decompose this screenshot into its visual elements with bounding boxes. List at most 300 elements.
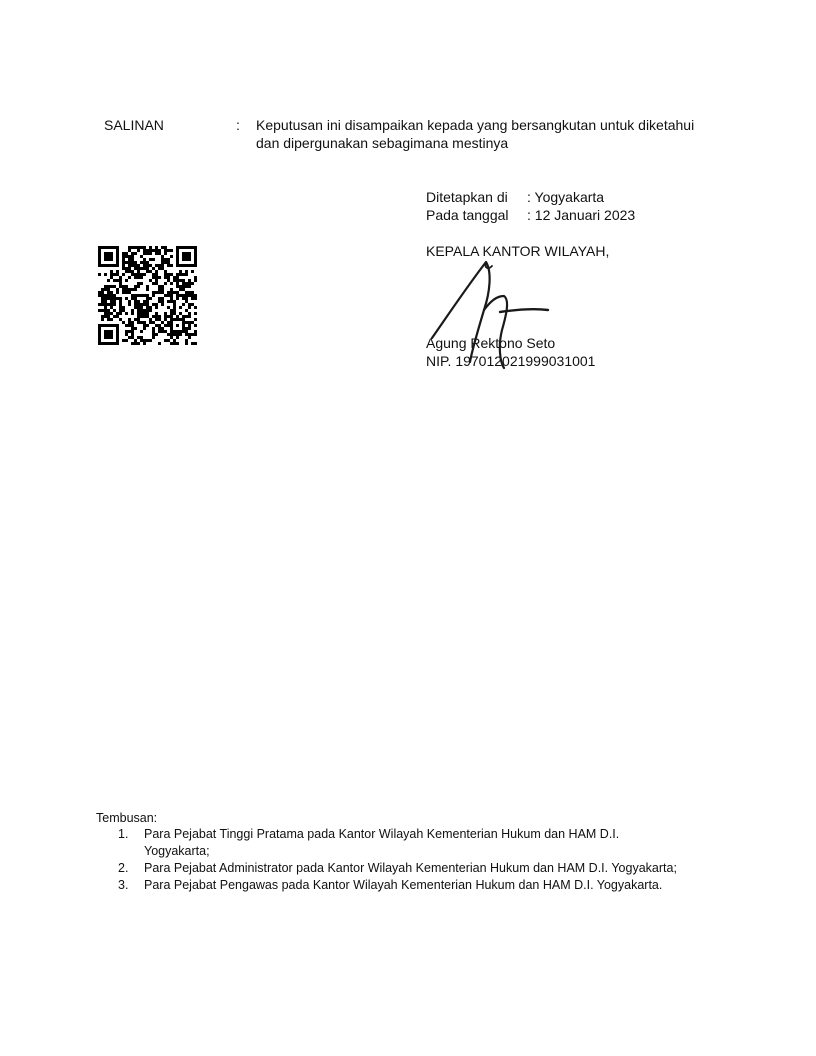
qr-module bbox=[188, 303, 191, 306]
qr-module bbox=[140, 267, 143, 270]
qr-module bbox=[134, 261, 137, 264]
qr-module bbox=[176, 264, 179, 267]
qr-module bbox=[131, 288, 134, 291]
qr-module bbox=[98, 291, 101, 294]
qr-module bbox=[170, 273, 173, 276]
qr-module bbox=[107, 342, 110, 345]
qr-module bbox=[170, 294, 173, 297]
qr-module bbox=[143, 267, 146, 270]
qr-module bbox=[158, 285, 161, 288]
qr-module bbox=[122, 339, 125, 342]
qr-module bbox=[140, 294, 143, 297]
qr-module bbox=[167, 273, 170, 276]
qr-module bbox=[155, 333, 158, 336]
qr-module bbox=[98, 324, 101, 327]
qr-module bbox=[164, 282, 167, 285]
qr-module bbox=[131, 297, 134, 300]
qr-module bbox=[170, 333, 173, 336]
qr-module bbox=[185, 297, 188, 300]
qr-module bbox=[131, 261, 134, 264]
qr-module bbox=[161, 246, 164, 249]
qr-module bbox=[182, 258, 185, 261]
qr-module bbox=[158, 267, 161, 270]
qr-module bbox=[113, 309, 116, 312]
qr-module bbox=[194, 246, 197, 249]
qr-module bbox=[161, 291, 164, 294]
qr-module bbox=[170, 264, 173, 267]
qr-module bbox=[155, 318, 158, 321]
qr-module bbox=[143, 303, 146, 306]
qr-module bbox=[194, 258, 197, 261]
qr-module bbox=[104, 258, 107, 261]
qr-module bbox=[185, 270, 188, 273]
qr-module bbox=[173, 303, 176, 306]
qr-module bbox=[185, 294, 188, 297]
qr-module bbox=[170, 288, 173, 291]
qr-module bbox=[185, 285, 188, 288]
qr-module bbox=[191, 291, 194, 294]
qr-module bbox=[155, 306, 158, 309]
qr-module bbox=[149, 258, 152, 261]
qr-module bbox=[98, 261, 101, 264]
qr-module bbox=[116, 249, 119, 252]
qr-module bbox=[107, 252, 110, 255]
qr-module bbox=[146, 249, 149, 252]
qr-module bbox=[116, 258, 119, 261]
qr-module bbox=[146, 261, 149, 264]
qr-module bbox=[98, 273, 101, 276]
qr-module bbox=[182, 321, 185, 324]
qr-module bbox=[179, 294, 182, 297]
qr-module bbox=[128, 276, 131, 279]
qr-module bbox=[149, 264, 152, 267]
qr-module bbox=[104, 312, 107, 315]
qr-module bbox=[194, 333, 197, 336]
qr-module bbox=[194, 279, 197, 282]
qr-module bbox=[116, 288, 119, 291]
qr-module bbox=[116, 327, 119, 330]
qr-module bbox=[158, 249, 161, 252]
qr-module bbox=[110, 330, 113, 333]
qr-module bbox=[176, 291, 179, 294]
qr-module bbox=[128, 324, 131, 327]
qr-module bbox=[161, 303, 164, 306]
qr-module bbox=[104, 315, 107, 318]
qr-module bbox=[191, 264, 194, 267]
qr-module bbox=[173, 318, 176, 321]
qr-module bbox=[173, 312, 176, 315]
qr-module bbox=[143, 339, 146, 342]
qr-module bbox=[161, 321, 164, 324]
qr-module bbox=[152, 321, 155, 324]
qr-module bbox=[185, 264, 188, 267]
qr-module bbox=[185, 282, 188, 285]
qr-module bbox=[152, 282, 155, 285]
qr-module bbox=[98, 255, 101, 258]
qr-module bbox=[146, 312, 149, 315]
qr-module bbox=[161, 267, 164, 270]
qr-module bbox=[176, 318, 179, 321]
qr-module bbox=[146, 339, 149, 342]
qr-module bbox=[137, 312, 140, 315]
qr-module bbox=[188, 285, 191, 288]
qr-module bbox=[188, 258, 191, 261]
qr-module bbox=[170, 291, 173, 294]
qr-module bbox=[188, 255, 191, 258]
qr-module bbox=[152, 291, 155, 294]
qr-module bbox=[125, 279, 128, 282]
qr-module bbox=[164, 330, 167, 333]
qr-module bbox=[140, 261, 143, 264]
qr-module bbox=[137, 336, 140, 339]
qr-module bbox=[194, 255, 197, 258]
qr-module bbox=[158, 297, 161, 300]
qr-module bbox=[134, 267, 137, 270]
qr-module bbox=[140, 246, 143, 249]
qr-module bbox=[149, 306, 152, 309]
qr-module bbox=[107, 279, 110, 282]
qr-module bbox=[110, 255, 113, 258]
qr-module bbox=[146, 324, 149, 327]
qr-module bbox=[122, 261, 125, 264]
qr-module bbox=[176, 279, 179, 282]
qr-module bbox=[176, 252, 179, 255]
qr-module bbox=[179, 285, 182, 288]
qr-module bbox=[158, 264, 161, 267]
salinan-colon: : bbox=[236, 117, 240, 133]
qr-module bbox=[146, 294, 149, 297]
qr-module bbox=[149, 246, 152, 249]
qr-module bbox=[152, 294, 155, 297]
qr-module bbox=[119, 297, 122, 300]
qr-module bbox=[179, 264, 182, 267]
qr-module bbox=[104, 306, 107, 309]
qr-module bbox=[143, 327, 146, 330]
qr-module bbox=[119, 318, 122, 321]
qr-module bbox=[137, 318, 140, 321]
qr-module bbox=[110, 270, 113, 273]
qr-module bbox=[107, 315, 110, 318]
qr-module bbox=[140, 276, 143, 279]
qr-module bbox=[104, 333, 107, 336]
place-value: : Yogyakarta bbox=[527, 189, 605, 205]
qr-module bbox=[182, 315, 185, 318]
qr-module bbox=[191, 246, 194, 249]
qr-module bbox=[152, 258, 155, 261]
qr-module bbox=[122, 255, 125, 258]
qr-module bbox=[131, 294, 134, 297]
qr-module bbox=[146, 309, 149, 312]
qr-module bbox=[185, 255, 188, 258]
qr-module bbox=[170, 324, 173, 327]
qr-module bbox=[125, 324, 128, 327]
qr-module bbox=[149, 297, 152, 300]
qr-module bbox=[107, 297, 110, 300]
qr-module bbox=[182, 294, 185, 297]
qr-module bbox=[179, 273, 182, 276]
qr-module bbox=[137, 264, 140, 267]
qr-module bbox=[113, 246, 116, 249]
qr-module bbox=[116, 261, 119, 264]
qr-module bbox=[140, 321, 143, 324]
qr-module bbox=[188, 252, 191, 255]
qr-module bbox=[173, 279, 176, 282]
qr-module bbox=[110, 273, 113, 276]
qr-module bbox=[176, 285, 179, 288]
qr-module bbox=[113, 285, 116, 288]
qr-module bbox=[131, 330, 134, 333]
qr-module bbox=[188, 327, 191, 330]
qr-module bbox=[116, 273, 119, 276]
qr-module bbox=[98, 342, 101, 345]
qr-module bbox=[101, 309, 104, 312]
qr-module bbox=[155, 312, 158, 315]
qr-module bbox=[161, 258, 164, 261]
qr-module bbox=[122, 306, 125, 309]
qr-module bbox=[146, 270, 149, 273]
qr-module bbox=[152, 315, 155, 318]
qr-module bbox=[143, 315, 146, 318]
qr-module bbox=[98, 264, 101, 267]
qr-module bbox=[122, 252, 125, 255]
qr-module bbox=[101, 264, 104, 267]
qr-module bbox=[170, 342, 173, 345]
qr-module bbox=[110, 300, 113, 303]
qr-module bbox=[101, 300, 104, 303]
signatory-nip: NIP. 197012021999031001 bbox=[426, 353, 596, 369]
qr-module bbox=[131, 321, 134, 324]
qr-module bbox=[185, 342, 188, 345]
qr-module bbox=[104, 342, 107, 345]
qr-module bbox=[152, 327, 155, 330]
qr-module bbox=[194, 324, 197, 327]
qr-module bbox=[116, 312, 119, 315]
qr-module bbox=[113, 294, 116, 297]
qr-module bbox=[113, 342, 116, 345]
qr-module bbox=[134, 297, 137, 300]
qr-module bbox=[140, 312, 143, 315]
qr-module bbox=[116, 339, 119, 342]
qr-module bbox=[185, 246, 188, 249]
qr-module bbox=[179, 333, 182, 336]
qr-module bbox=[107, 288, 110, 291]
qr-module bbox=[137, 315, 140, 318]
qr-module bbox=[128, 249, 131, 252]
qr-module bbox=[116, 336, 119, 339]
qr-module bbox=[110, 318, 113, 321]
salinan-label: SALINAN bbox=[104, 117, 164, 133]
qr-module bbox=[101, 294, 104, 297]
qr-module bbox=[188, 336, 191, 339]
qr-module bbox=[119, 309, 122, 312]
qr-module bbox=[110, 276, 113, 279]
qr-module bbox=[155, 315, 158, 318]
qr-module bbox=[143, 273, 146, 276]
qr-module bbox=[164, 312, 167, 315]
qr-module bbox=[137, 285, 140, 288]
qr-module bbox=[134, 339, 137, 342]
qr-module bbox=[134, 342, 137, 345]
qr-module bbox=[116, 297, 119, 300]
qr-module bbox=[164, 339, 167, 342]
qr-module bbox=[167, 279, 170, 282]
qr-module bbox=[182, 264, 185, 267]
qr-code-icon bbox=[98, 246, 197, 345]
tembusan-heading: Tembusan: bbox=[96, 811, 158, 825]
qr-module bbox=[113, 279, 116, 282]
qr-module bbox=[167, 258, 170, 261]
qr-module bbox=[122, 321, 125, 324]
qr-module bbox=[134, 318, 137, 321]
qr-module bbox=[107, 291, 110, 294]
qr-module bbox=[158, 318, 161, 321]
qr-module bbox=[101, 297, 104, 300]
qr-module bbox=[191, 282, 194, 285]
qr-module bbox=[128, 303, 131, 306]
date-value: : 12 Januari 2023 bbox=[527, 207, 636, 223]
qr-module bbox=[119, 282, 122, 285]
qr-module bbox=[134, 252, 137, 255]
qr-module bbox=[110, 303, 113, 306]
qr-module bbox=[155, 264, 158, 267]
qr-module bbox=[182, 282, 185, 285]
qr-module bbox=[185, 339, 188, 342]
qr-module bbox=[119, 312, 122, 315]
qr-module bbox=[170, 249, 173, 252]
qr-module bbox=[194, 312, 197, 315]
qr-module bbox=[179, 312, 182, 315]
qr-module bbox=[155, 324, 158, 327]
qr-module bbox=[158, 315, 161, 318]
qr-module bbox=[143, 294, 146, 297]
qr-module bbox=[146, 297, 149, 300]
qr-module bbox=[158, 330, 161, 333]
qr-module bbox=[128, 321, 131, 324]
qr-module bbox=[134, 264, 137, 267]
qr-module bbox=[185, 315, 188, 318]
qr-module bbox=[191, 270, 194, 273]
qr-module bbox=[149, 279, 152, 282]
qr-module bbox=[113, 300, 116, 303]
qr-module bbox=[188, 246, 191, 249]
tembusan-list bbox=[96, 826, 764, 894]
qr-module bbox=[137, 267, 140, 270]
qr-module bbox=[116, 291, 119, 294]
qr-module bbox=[185, 291, 188, 294]
qr-module bbox=[185, 252, 188, 255]
qr-module bbox=[152, 336, 155, 339]
qr-module bbox=[113, 315, 116, 318]
list-item bbox=[96, 860, 764, 877]
qr-module bbox=[128, 318, 131, 321]
qr-module bbox=[176, 297, 179, 300]
qr-module bbox=[185, 300, 188, 303]
qr-module bbox=[104, 264, 107, 267]
qr-module bbox=[98, 309, 101, 312]
qr-module bbox=[137, 342, 140, 345]
qr-module bbox=[140, 330, 143, 333]
qr-module bbox=[158, 288, 161, 291]
qr-module bbox=[107, 309, 110, 312]
qr-module bbox=[134, 300, 137, 303]
qr-module bbox=[155, 249, 158, 252]
qr-module bbox=[128, 336, 131, 339]
qr-module bbox=[146, 264, 149, 267]
qr-module bbox=[164, 294, 167, 297]
qr-module bbox=[125, 297, 128, 300]
qr-module bbox=[107, 294, 110, 297]
signatory-position: KEPALA KANTOR WILAYAH, bbox=[426, 243, 610, 259]
qr-module bbox=[98, 258, 101, 261]
qr-module bbox=[176, 255, 179, 258]
qr-module bbox=[122, 273, 125, 276]
qr-module bbox=[194, 294, 197, 297]
qr-module bbox=[161, 261, 164, 264]
qr-module bbox=[101, 318, 104, 321]
list-item bbox=[96, 877, 764, 894]
qr-module bbox=[146, 288, 149, 291]
qr-module bbox=[104, 303, 107, 306]
qr-module bbox=[110, 312, 113, 315]
qr-module bbox=[107, 312, 110, 315]
qr-module bbox=[176, 324, 179, 327]
qr-module bbox=[134, 273, 137, 276]
qr-module bbox=[140, 303, 143, 306]
qr-module bbox=[137, 303, 140, 306]
qr-module bbox=[161, 330, 164, 333]
qr-module bbox=[155, 291, 158, 294]
qr-module bbox=[146, 285, 149, 288]
qr-module bbox=[110, 324, 113, 327]
qr-module bbox=[131, 273, 134, 276]
qr-module bbox=[176, 315, 179, 318]
qr-module bbox=[134, 276, 137, 279]
qr-module bbox=[155, 252, 158, 255]
qr-module bbox=[131, 312, 134, 315]
qr-module bbox=[98, 249, 101, 252]
qr-module bbox=[125, 291, 128, 294]
qr-module bbox=[155, 276, 158, 279]
qr-module bbox=[158, 276, 161, 279]
qr-module bbox=[170, 297, 173, 300]
qr-module bbox=[170, 309, 173, 312]
qr-module bbox=[98, 339, 101, 342]
qr-module bbox=[125, 270, 128, 273]
qr-module bbox=[152, 276, 155, 279]
qr-module bbox=[152, 330, 155, 333]
qr-module bbox=[128, 291, 131, 294]
qr-module bbox=[137, 273, 140, 276]
qr-module bbox=[134, 246, 137, 249]
qr-module bbox=[125, 288, 128, 291]
qr-module bbox=[164, 318, 167, 321]
qr-module bbox=[167, 294, 170, 297]
qr-module bbox=[137, 276, 140, 279]
qr-module bbox=[164, 270, 167, 273]
qr-module bbox=[143, 264, 146, 267]
qr-module bbox=[116, 264, 119, 267]
qr-module bbox=[176, 276, 179, 279]
qr-module bbox=[98, 336, 101, 339]
qr-module bbox=[128, 255, 131, 258]
qr-module bbox=[167, 300, 170, 303]
qr-module bbox=[179, 306, 182, 309]
qr-module bbox=[131, 252, 134, 255]
qr-module bbox=[164, 246, 167, 249]
qr-module bbox=[188, 312, 191, 315]
qr-module bbox=[182, 273, 185, 276]
qr-module bbox=[143, 300, 146, 303]
